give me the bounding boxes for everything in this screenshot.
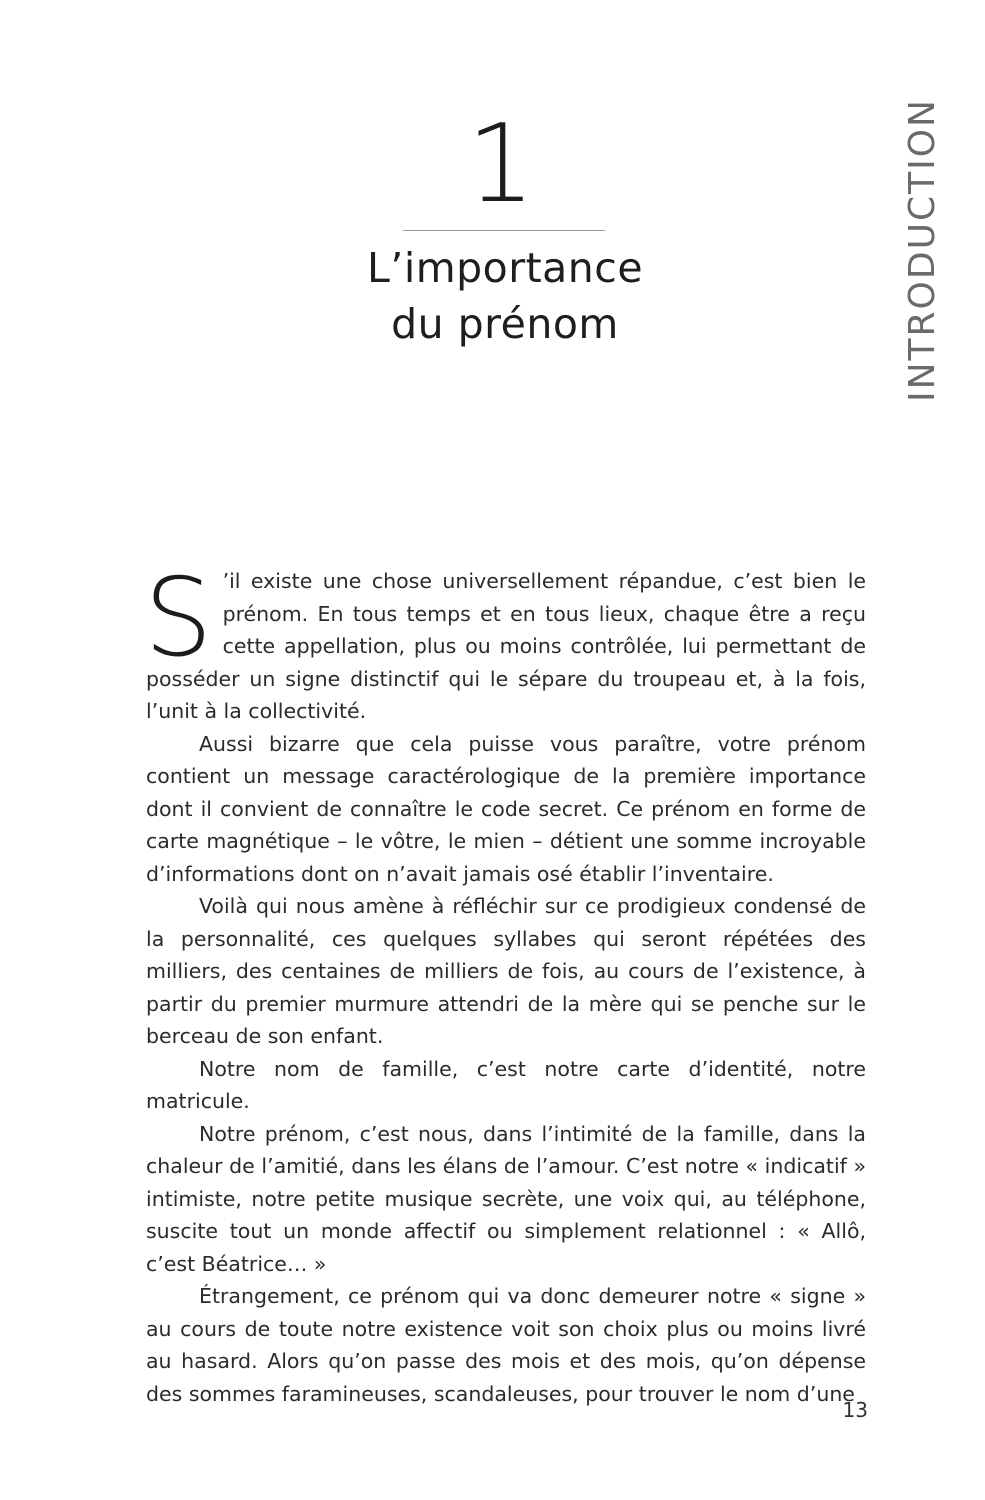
paragraph: Notre nom de famille, c’est notre carte d’identité, notre matricule.	[146, 1056, 866, 1113]
chapter-title	[0, 240, 985, 352]
paragraph: Notre prénom, c’est nous, dans l’intimité de la famille, dans la chaleur de l’amitié, dans les élans de l’amour. C’est notre « indicatif » intimiste, notre petite musique secrète, une voix qui, au téléphone, suscite tout un monde affectif ou simplement relationnel : « Allô, c’est Béatrice… »	[146, 1121, 866, 1276]
chapter-title-line-1: L’importance	[366, 244, 644, 292]
page-number: 13	[842, 1398, 868, 1422]
chapter-divider	[403, 230, 605, 231]
chapter-number: 1	[466, 102, 534, 227]
chapter-title-line-2: du prénom	[391, 300, 619, 348]
paragraph: Voilà qui nous amène à réfléchir sur ce prodigieux condensé de la personnalité, ces quelques syllabes qui seront répétées des milliers, des centaines de milliers de fois, au cours de l’existence, à partir du premier murmure attendri de la mère qui se penche sur le berceau de son enfant.	[146, 894, 866, 1048]
drop-cap: S	[144, 556, 213, 681]
body-text	[144, 556, 866, 1410]
paragraph: Aussi bizarre que cela puisse vous paraître, votre prénom contient un message caractérologique de la première importance dont il convient de connaître le code secret. Ce prénom en forme de carte magnétique – le vôtre, le mien – détient une somme incroyable d’informations dont on n’avait jamais osé établir l’inventaire.	[146, 731, 866, 886]
section-side-label: INTRODUCTION	[902, 98, 943, 402]
paragraph: Étrangement, ce prénom qui va donc demeurer notre « signe » au cours de toute notre existence voit son choix plus ou moins livré au hasard. Alors qu’on passe des mois et des mois, qu’on dépense des sommes faramineuses, scandaleuses, pour trouver le nom d’une	[146, 1284, 866, 1406]
paragraph	[144, 556, 866, 728]
paragraph-text: ’il existe une chose universellement répandue, c’est bien le prénom. En tous temps et en tous lieux, chaque être a reçu cette appellation, plus ou moins contrôlée, lui permettant de posséder un signe distinctif qui le sépare du troupeau et, à la fois, l’unit à la collectivité.	[146, 569, 866, 723]
